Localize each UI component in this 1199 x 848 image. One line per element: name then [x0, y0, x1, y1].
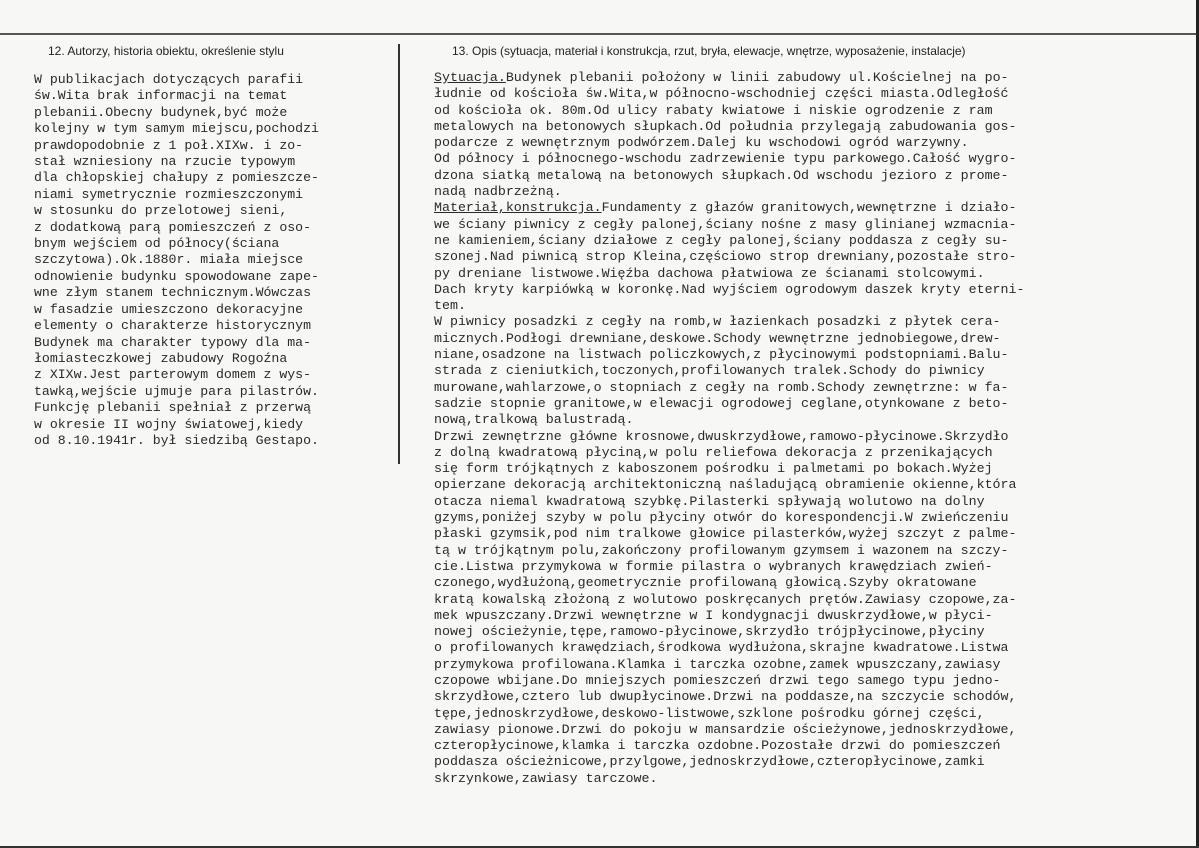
description-text-line — [434, 461, 1174, 477]
description-text-line — [434, 380, 1174, 396]
line-text: py dreniane listwowe.Więźba dachowa płatwiowa ze ścianami stolcowymi. — [434, 265, 985, 281]
line-text: Budynek plebanii położony w linii zabudowy ul.Kościelnej na po- — [505, 70, 1009, 85]
line-text: nowej ościeżynie,tępe,ramowo-płycinowe,skrzydło trójpłycinowe,płyciny — [434, 624, 985, 640]
description-text-line — [434, 771, 1174, 787]
line-text: strada z cieniutkich,toczonych,profilowanych tralek.Schody do piwnicy — [434, 363, 985, 379]
line-text: od kościoła ok. 80m.Od ulicy rabaty kwiatowe i niskie ogrodzenie z ram — [434, 102, 993, 118]
history-text-line: stał wzniesiony na rzucie typowym — [34, 154, 296, 170]
description-text-line — [434, 103, 1174, 119]
line-text: murowane,wahlarzowe,o stopniach z cegły na romb.Schody zewnętrzne: w fa- — [434, 379, 1009, 395]
history-text-line: kolejny w tym samym miejscu,pochodzi — [34, 121, 319, 137]
history-text-line: wne złym stanem technicznym.Wówczas — [34, 285, 311, 301]
description-text-line — [434, 168, 1174, 184]
line-text: metalowych na betonowych słupkach.Od południa przylegają zabudowania gos- — [434, 118, 1017, 134]
history-text-line: w okresie II wojny światowej,kiedy — [34, 416, 304, 432]
history-text-line: w fasadzie umieszczono dekoracyjne — [34, 301, 304, 317]
description-text-line — [434, 363, 1174, 379]
description-text-line — [434, 543, 1174, 559]
section-heading: Sytuacja. — [434, 70, 506, 85]
description-text-line — [434, 445, 1174, 461]
description-text-line — [434, 200, 1174, 216]
description-text-line — [434, 510, 1174, 526]
description-text-line — [434, 624, 1174, 640]
history-text-line: tawką,wejście ujmuje para pilastrów. — [34, 383, 319, 399]
history-text-column — [34, 72, 406, 449]
description-text-line — [434, 689, 1174, 705]
description-text-line — [434, 494, 1174, 510]
line-text: tą w trójkątnym polu,zakończony profilowanym gzymsem i wazonem na szczy- — [434, 542, 1009, 558]
description-text-line — [434, 331, 1174, 347]
line-text: Drzwi zewnętrzne główne krosnowe,dwuskrzydłowe,ramowo-płycinowe.Skrzydło — [434, 428, 1009, 444]
description-text-line — [434, 396, 1174, 412]
description-text-line — [434, 266, 1174, 282]
line-text: tem. — [434, 298, 466, 314]
description-text-line — [434, 673, 1174, 689]
description-text-line — [434, 429, 1174, 445]
description-text-line — [434, 314, 1174, 330]
line-text: otacza niemal kwadratową szybkę.Pilasterki spływają wolutowo na dolny — [434, 493, 985, 509]
line-text: poddasza ościeżnicowe,przylgowe,jednoskrzydłowe,czteropłycinowe,zamki — [434, 754, 985, 770]
history-text-line: łomiasteczkowej zabudowy Rogoźna — [34, 350, 288, 366]
line-text: Od północy i północnego-wschodu zadrzewienie typu parkowego.Całość wygro- — [434, 151, 1017, 167]
description-text-line — [434, 233, 1174, 249]
line-text: niane,osadzone na listwach policzkowych,z płycinowymi podstopniami.Balu- — [434, 347, 1009, 363]
line-text: nową,tralkową balustradą. — [434, 412, 634, 428]
line-text: płaski gzymsik,pod nim tralkowe głowice pilasterków,wyżej szczyt z palme- — [434, 526, 1017, 542]
description-text-line — [434, 477, 1174, 493]
description-text-line — [434, 657, 1174, 673]
history-text-line: św.Wita brak informacji na temat — [34, 88, 288, 104]
line-text: mek wpuszczany.Drzwi wewnętrzne w I kondygnacji dwuskrzydłowe,w płyci- — [434, 607, 993, 623]
section-heading: Materiał,konstrukcja. — [434, 200, 602, 216]
history-text-line: Budynek ma charakter typowy dla ma- — [34, 334, 311, 350]
description-text-line — [434, 184, 1174, 200]
line-text: czteropłycinowe,klamka i tarczka ozdobne.Pozostałe drzwi do pomieszczeń — [434, 738, 1001, 754]
history-text-line: plebanii.Obecny budynek,być może — [34, 104, 288, 120]
description-text-column — [434, 70, 1174, 787]
description-text-line — [434, 135, 1174, 151]
line-text: podarcze z wewnętrznym podwórzem.Dalej ku wschodowi ogród warzywny. — [434, 135, 969, 151]
line-text: skrzydłowe,cztero lub dwupłycinowe.Drzwi na poddasze,na szczycie schodów, — [434, 689, 1017, 705]
line-text: o profilowanych krawędziach,środkowa wydłużona,skrajne kwadratowe.Listwa — [434, 640, 1009, 656]
line-text: szonej.Nad piwnicą strop Kleina,częściowo strop drewniany,pozostałe stro- — [434, 249, 1017, 265]
description-text-line — [434, 526, 1174, 542]
line-text: zawiasy pionowe.Drzwi do pokoju w mansardzie ościeżynowe,jednoskrzydłowe, — [434, 721, 1017, 737]
section-12-header: 12. Autorzy, historia obiektu, określenie stylu — [48, 44, 284, 58]
line-text: z dolną kwadratową płyciną,w polu reliefowa dekoracja z przenikających — [434, 444, 993, 460]
line-text: przymykowa profilowana.Klamka i tarczka ozobne,zamek wpuszczany,zawiasy — [434, 656, 1001, 672]
description-text-line — [434, 151, 1174, 167]
line-text: się form trójkątnych z kaboszonem pośrodku i palmetami po bokach.Wyżej — [434, 461, 993, 477]
history-text-line: niami symetrycznie rozmieszczonymi — [34, 186, 304, 202]
history-text-line: dla chłopskiej chałupy z pomieszcze- — [34, 170, 319, 186]
line-text: tępe,jednoskrzydłowe,deskowo-listwowe,szklone pośrodku górnej części, — [434, 705, 985, 721]
description-text-line — [434, 754, 1174, 770]
description-text-line — [434, 119, 1174, 135]
description-text-line — [434, 298, 1174, 314]
description-text-line — [434, 86, 1174, 102]
history-text-line: prawdopodobnie z 1 poł.XIXw. i zo- — [34, 137, 304, 153]
description-text-line — [434, 412, 1174, 428]
line-text: cie.Listwa przymykowa w formie pilastra o wybranych krawędziach zwień- — [434, 558, 993, 574]
history-text-line: od 8.10.1941r. był siedzibą Gestapo. — [34, 432, 319, 448]
description-text-line — [434, 347, 1174, 363]
history-text-line: z XIXw.Jest parterowym domem z wys- — [34, 367, 311, 383]
line-text: nadą nadbrzeżną. — [434, 184, 562, 200]
history-text-line: W publikacjach dotyczących parafii — [34, 72, 304, 87]
history-text-line: elementy o charakterze historycznym — [34, 318, 311, 334]
description-text-line — [434, 249, 1174, 265]
line-text: sadzie stopnie granitowe,w elewacji ogrodowej ceglane,otynkowane z beto- — [434, 395, 1009, 411]
line-text: gzyms,poniżej szyby w polu płyciny otwór do korespondencji.W zwieńczeniu — [434, 510, 1009, 526]
description-text-line — [434, 217, 1174, 233]
line-text: opierzane dekoracją architektoniczną naśladującą obramienie okienne,która — [434, 477, 1017, 493]
line-text: Dach kryty karpiówką w koronkę.Nad wyjściem ogrodowym daszek kryty eterni- — [434, 281, 1025, 297]
description-text-line — [434, 738, 1174, 754]
history-text-line: Funkcję plebanii spełniał z przerwą — [34, 400, 311, 416]
line-text: W piwnicy posadzki z cegły na romb,w łazienkach posadzki z płytek cera- — [434, 314, 1001, 330]
line-text: micznych.Podłogi drewniane,deskowe.Schody wewnętrzne jednobiegowe,drew- — [434, 330, 1001, 346]
section-13-header: 13. Opis (sytuacja, materiał i konstrukcja, rzut, bryła, elewacje, wnętrze, wyposażenie, instalacje) — [452, 44, 966, 58]
line-text: kratą kowalską złożoną z wolutowo poskręcanych prętów.Zawiasy czopowe,za- — [434, 591, 1017, 607]
history-text-line: odnowienie budynku spowodowane zape- — [34, 268, 319, 284]
description-text-line — [434, 575, 1174, 591]
line-text: dzona siatką metalową na betonowych słupkach.Od wschodu jezioro z prome- — [434, 167, 1009, 183]
line-text: skrzynkowe,zawiasy tarczowe. — [434, 770, 658, 786]
line-text: czonego,wydłużoną,geometrycznie profilowaną głowicą.Szyby okratowane — [434, 575, 977, 591]
description-text-line — [434, 608, 1174, 624]
history-text-line: w stosunku do przelotowej sieni, — [34, 203, 288, 219]
top-rule — [0, 33, 1199, 35]
description-text-line — [434, 592, 1174, 608]
description-text-line — [434, 640, 1174, 656]
description-text-line — [434, 559, 1174, 575]
line-text: Fundamenty z głazów granitowych,wewnętrzne i działo- — [601, 200, 1017, 216]
line-text: ne kamieniem,ściany działowe z cegły palonej,ściany poddasza z cegły su- — [434, 232, 1009, 248]
line-text: czopowe wbijane.Do mniejszych pomieszczeń drzwi tego samego typu jedno- — [434, 672, 1001, 688]
line-text: łudnie od kościoła św.Wita,w północno-wschodniej części miasta.Odległość — [434, 86, 1009, 102]
description-text-line — [434, 722, 1174, 738]
history-text-line: bnym wejściem od północy(ściana — [34, 236, 280, 252]
history-text-line: szczytowa).Ok.1880r. miała miejsce — [34, 252, 304, 268]
history-text-line: z dodatkową parą pomieszczeń z oso- — [34, 219, 311, 235]
line-text: we ściany piwnicy z cegły palonej,ściany nośne z masy glinianej wzmacnia- — [434, 216, 1017, 232]
description-text-line — [434, 282, 1174, 298]
description-text-line — [434, 706, 1174, 722]
description-text-line — [434, 70, 1174, 86]
